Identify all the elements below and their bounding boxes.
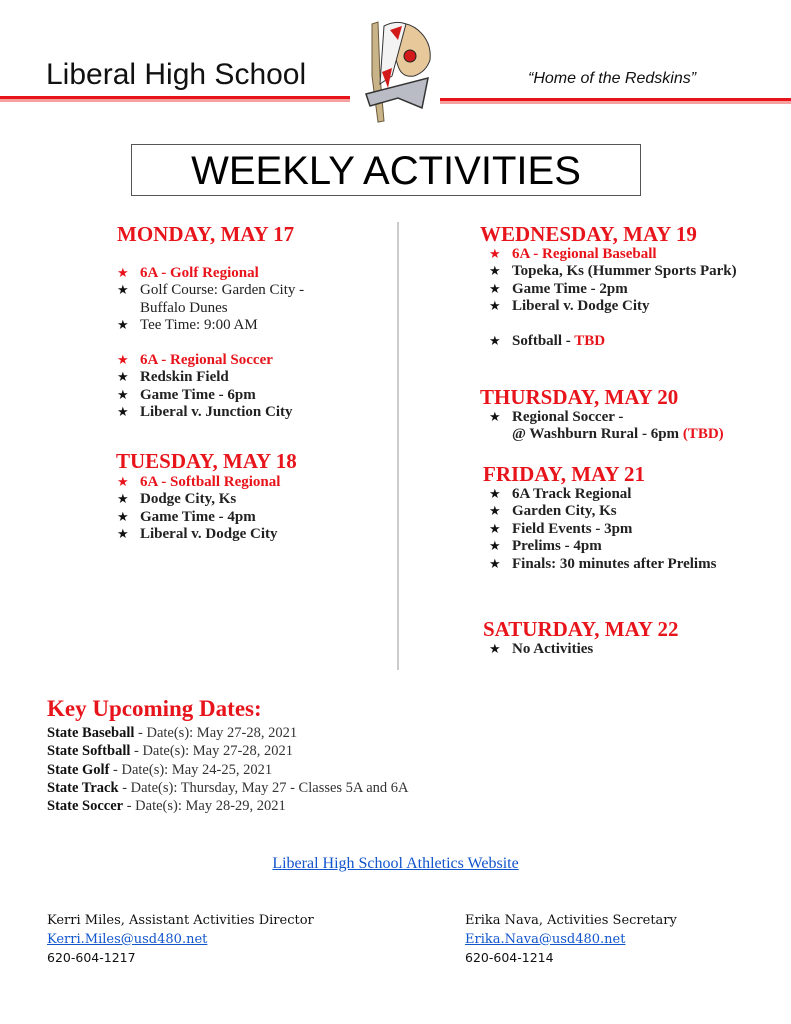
column-divider: [397, 222, 399, 670]
star-bullet-icon: ★: [489, 556, 501, 572]
contact-phone: 620-604-1214: [465, 950, 554, 965]
activity-text: Regional Soccer -: [512, 409, 624, 425]
activity-item: [489, 246, 737, 263]
activity-text: 6A - Regional Soccer: [140, 352, 273, 369]
activity-text: Golf Course: Garden City -: [140, 282, 305, 299]
day-heading-friday: FRIDAY, MAY 21: [483, 462, 646, 486]
contact-email-link[interactable]: Kerri.Miles@usd480.net: [47, 931, 208, 947]
activity-text: Liberal v. Dodge City: [512, 298, 650, 315]
star-bullet-icon: ★: [489, 410, 501, 425]
activity-text: Tee Time: 9:00 AM: [140, 317, 258, 334]
activity-item: [117, 265, 304, 282]
school-name: Liberal High School: [46, 58, 307, 91]
activity-text: Liberal v. Dodge City: [140, 526, 278, 543]
activity-text: 6A - Softball Regional: [140, 474, 281, 490]
activity-text: Finals: 30 minutes after Prelims: [512, 555, 717, 572]
activity-item: [117, 317, 304, 334]
key-date-dates: - Date(s): May 28-29, 2021: [123, 798, 286, 815]
key-date-dates: - Date(s): May 24-25, 2021: [109, 761, 273, 778]
day-heading-thursday: THURSDAY, MAY 20: [480, 385, 679, 409]
activity-text: 6A - Regional Baseball: [512, 246, 657, 262]
day-heading-monday: MONDAY, MAY 17: [117, 222, 295, 246]
activity-text: Topeka, Ks (Hummer Sports Park): [512, 263, 737, 280]
activity-item: [489, 556, 716, 573]
activity-text: Prelims - 4pm: [512, 538, 602, 555]
star-bullet-icon: ★: [117, 370, 129, 386]
star-bullet-icon: ★: [117, 266, 129, 281]
activity-item: [489, 521, 716, 538]
activity-status: TBD: [574, 333, 606, 350]
star-bullet-icon: ★: [117, 387, 129, 403]
key-date-row: [47, 761, 409, 779]
contact-phone: 620-604-1217: [47, 950, 136, 965]
key-date-dates: - Date(s): May 27-28, 2021: [130, 743, 294, 760]
activity-item: [117, 491, 280, 508]
key-date-event: State Softball: [47, 743, 131, 760]
star-bullet-icon: ★: [489, 264, 501, 280]
contact-name: Erika Nava, Activities Secretary: [465, 913, 677, 928]
activity-item: [489, 486, 716, 503]
activity-text: Game Time - 2pm: [512, 280, 628, 297]
star-bullet-icon: ★: [489, 281, 501, 297]
page-title: WEEKLY ACTIVITIES: [191, 149, 581, 193]
day-list-saturday: [489, 641, 593, 658]
activity-item: [117, 369, 304, 386]
key-dates-list: [47, 724, 409, 815]
activity-item: [489, 263, 737, 280]
activity-text: Garden City, Ks: [512, 503, 617, 520]
key-date-event: State Golf: [47, 761, 110, 778]
key-dates-title: Key Upcoming Dates:: [47, 696, 262, 721]
athletics-website-link[interactable]: Liberal High School Athletics Website: [272, 855, 519, 872]
activity-item: [489, 333, 737, 350]
day-list-monday: [117, 265, 304, 422]
star-bullet-icon: ★: [489, 539, 501, 555]
school-logo: [358, 16, 438, 124]
activity-text: Dodge City, Ks: [140, 491, 237, 508]
star-bullet-icon: ★: [117, 318, 129, 334]
activity-item: [117, 282, 304, 317]
key-date-row: [47, 724, 409, 742]
activity-item: [489, 503, 716, 520]
activity-text: Softball -: [512, 333, 575, 350]
header-rule-left: [0, 96, 350, 99]
star-bullet-icon: ★: [489, 487, 501, 502]
header-rule-right: [440, 98, 791, 101]
activity-text-continued: [512, 426, 724, 443]
activity-text: Game Time - 4pm: [140, 508, 256, 525]
school-motto: “Home of the Redskins”: [528, 70, 697, 87]
activity-text: Game Time - 6pm: [140, 386, 256, 403]
activity-text-continued-text: Buffalo Dunes: [140, 299, 228, 316]
day-heading-tuesday: TUESDAY, MAY 18: [116, 449, 297, 473]
star-bullet-icon: ★: [489, 642, 501, 657]
key-date-row: [47, 797, 409, 815]
star-bullet-icon: ★: [489, 504, 501, 520]
contact-erika-nava: [465, 912, 677, 968]
activity-text: No Activities: [512, 641, 594, 657]
key-date-row: [47, 779, 409, 797]
activity-text: 6A Track Regional: [512, 486, 632, 502]
key-date-event: State Soccer: [47, 798, 124, 815]
star-bullet-icon: ★: [117, 405, 129, 421]
contact-name: Kerri Miles, Assistant Activities Director: [47, 913, 314, 928]
activity-item: [117, 404, 304, 421]
activity-status: (TBD): [682, 426, 724, 443]
contact-email-link[interactable]: Erika.Nava@usd480.net: [465, 931, 626, 947]
page-title-box: [131, 144, 641, 196]
day-list-thursday: [489, 409, 724, 444]
star-bullet-icon: ★: [117, 475, 129, 490]
key-date-dates: - Date(s): Thursday, May 27 - Classes 5A and 6A: [118, 779, 409, 796]
activity-text: Redskin Field: [140, 369, 229, 386]
activity-item: [489, 298, 737, 315]
star-bullet-icon: ★: [489, 299, 501, 315]
activity-item: [117, 509, 280, 526]
day-list-wednesday: [489, 246, 737, 350]
star-bullet-icon: ★: [117, 353, 129, 369]
star-bullet-icon: ★: [117, 492, 129, 508]
activity-text: Field Events - 3pm: [512, 520, 633, 537]
star-bullet-icon: ★: [117, 283, 129, 299]
key-date-dates: - Date(s): May 27-28, 2021: [134, 725, 298, 741]
star-bullet-icon: ★: [489, 521, 501, 537]
star-bullet-icon: ★: [117, 527, 129, 543]
day-heading-wednesday: WEDNESDAY, MAY 19: [480, 222, 697, 246]
activity-item: [117, 474, 280, 491]
contact-kerri-miles: [47, 912, 314, 968]
star-bullet-icon: ★: [489, 247, 501, 262]
star-bullet-icon: ★: [489, 334, 501, 350]
activity-item: [117, 352, 304, 369]
athletics-website-row: [0, 855, 791, 873]
activity-item: [489, 281, 737, 298]
key-date-row: [47, 742, 409, 760]
activity-text-continued: [140, 300, 304, 317]
star-bullet-icon: ★: [117, 509, 129, 525]
activity-text-continued-text: @ Washburn Rural - 6pm: [512, 426, 683, 443]
activity-text: 6A - Golf Regional: [140, 265, 259, 281]
day-list-tuesday: [117, 474, 280, 544]
key-date-event: State Baseball: [47, 725, 135, 741]
key-date-event: State Track: [47, 779, 119, 796]
activity-text: Liberal v. Junction City: [140, 404, 293, 421]
activity-item: [117, 526, 280, 543]
activity-item: [489, 641, 593, 658]
activity-item: [117, 387, 304, 404]
day-heading-saturday: SATURDAY, MAY 22: [483, 617, 679, 641]
activity-item: [489, 538, 716, 555]
day-list-friday: [489, 486, 716, 573]
activity-item: [489, 409, 724, 444]
